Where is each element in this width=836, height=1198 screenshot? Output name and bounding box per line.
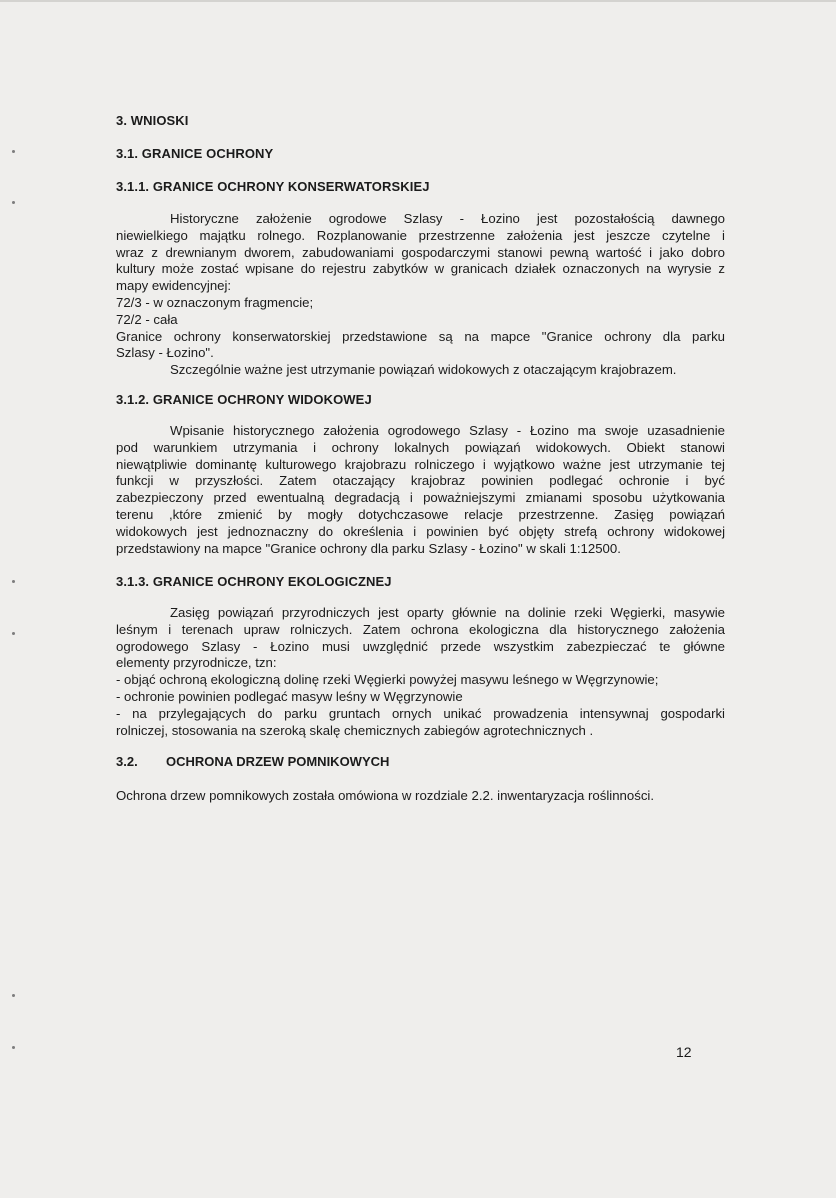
text-line: - objąć ochroną ekologiczną dolinę rzeki Węgierki powyżej masywu leśnego w Węgrzynowie; — [116, 672, 659, 688]
text-line: leśnym i terenach upraw rolniczych. Zatem ochrona ekologiczna dla historycznego założenia — [116, 621, 725, 637]
scan-dot — [12, 1046, 15, 1049]
heading-3-2-title: OCHRONA DRZEW POMNIKOWYCH — [166, 754, 390, 769]
text-line: Zasięg powiązań przyrodniczych jest oparty głównie na dolinie rzeki Węgierki, masywie — [170, 605, 725, 620]
page-top-edge — [0, 0, 836, 2]
text-line: Szczególnie ważne jest utrzymanie powiązań widokowych z otaczającym krajobrazem. — [170, 362, 677, 378]
text-line: pod warunkiem utrzymania i ochrony lokalnych powiązań widokowych. Obiekt stanowi — [116, 439, 725, 455]
text-line: zabezpieczony przed ewentualną degradacją i poważniejszymi zmianami sposobu użytkowania — [116, 490, 725, 506]
text-line: Granice ochrony konserwatorskiej przedstawione są na mapce "Granice ochrony dla parku — [116, 328, 725, 344]
paragraph-ochrona-konserwatorska — [116, 211, 725, 379]
scan-dot — [12, 994, 15, 997]
heading-3: 3. WNIOSKI — [116, 113, 189, 128]
text-line: Ochrona drzew pomnikowych została omówiona w rozdziale 2.2. inwentaryzacja roślinności. — [116, 788, 655, 803]
paragraph-drzewa-pomnikowe — [116, 788, 725, 805]
text-line: przedstawiony na mapce "Granice ochrony dla parku Szlasy - Łozino" w skali 1:12500. — [116, 540, 621, 556]
paragraph-ochrona-ekologiczna — [116, 605, 725, 739]
scan-dot — [12, 632, 15, 635]
text-line: Wpisanie historycznego założenia ogrodowego Szlasy - Łozino ma swoje uzasadnienie — [170, 423, 725, 438]
text-line: Historyczne założenie ogrodowe Szlasy - Łozino jest pozostałością dawnego — [170, 211, 725, 226]
text-line: mapy ewidencyjnej: — [116, 278, 232, 294]
text-line: 72/3 - w oznaczonym fragmencie; — [116, 294, 314, 310]
text-line: elementy przyrodnicze, tzn: — [116, 655, 277, 671]
heading-3-1-2: 3.1.2. GRANICE OCHRONY WIDOKOWEJ — [116, 392, 372, 407]
text-line: widokowych jest jednoznaczny do określenia i powinien być objęty strefą ochrony widokowej — [116, 523, 725, 539]
text-line: Szlasy - Łozino". — [116, 345, 214, 361]
page-number: 12 — [676, 1044, 692, 1060]
text-line: ogrodowego Szlasy - Łozino musi uwzględnić przede wszystkim zabezpieczać te główne — [116, 638, 725, 654]
text-line: funkcji w przyszłości. Zatem otaczający krajobraz powinien podlegać ochronie i być — [116, 473, 725, 489]
paragraph-ochrona-widokowa — [116, 423, 725, 557]
text-line: 72/2 - cała — [116, 311, 178, 327]
text-line: niewątpliwie dominantę kulturowego krajobrazu rolniczego i wyjątkowo ważne jest utrzymanie tej — [116, 456, 725, 472]
scan-dot — [12, 201, 15, 204]
heading-3-1: 3.1. GRANICE OCHRONY — [116, 146, 274, 161]
text-line: wraz z drewnianym dworem, zabudowaniami gospodarczymi stanowi pewną wartość i jako dobro — [116, 244, 725, 260]
text-line: - na przylegających do parku gruntach ornych unikać prowadzenia intensywnaj gospodarki — [116, 705, 725, 721]
text-line: rolniczej, stosowania na szeroką skalę chemicznych zabiegów agrotechnicznych . — [116, 722, 594, 738]
text-line: terenu ,które zmienić by mogły dotychczasowe relacje przestrzenne. Zasięg powiązań — [116, 506, 725, 522]
scan-dot — [12, 150, 15, 153]
heading-3-1-1: 3.1.1. GRANICE OCHRONY KONSERWATORSKIEJ — [116, 179, 430, 194]
heading-3-2-number: 3.2. — [116, 754, 138, 769]
heading-3-1-3: 3.1.3. GRANICE OCHRONY EKOLOGICZNEJ — [116, 574, 392, 589]
text-line: kultury może zostać wpisane do rejestru zabytków w granicach działek oznaczonych na wyrysie z — [116, 261, 725, 277]
scan-dot — [12, 580, 15, 583]
text-line: - ochronie powinien podlegać masyw leśny w Węgrzynowie — [116, 688, 463, 704]
text-line: niewielkiego majątku rolnego. Rozplanowanie przestrzenne założenia jest jeszcze czytelne i — [116, 227, 725, 243]
